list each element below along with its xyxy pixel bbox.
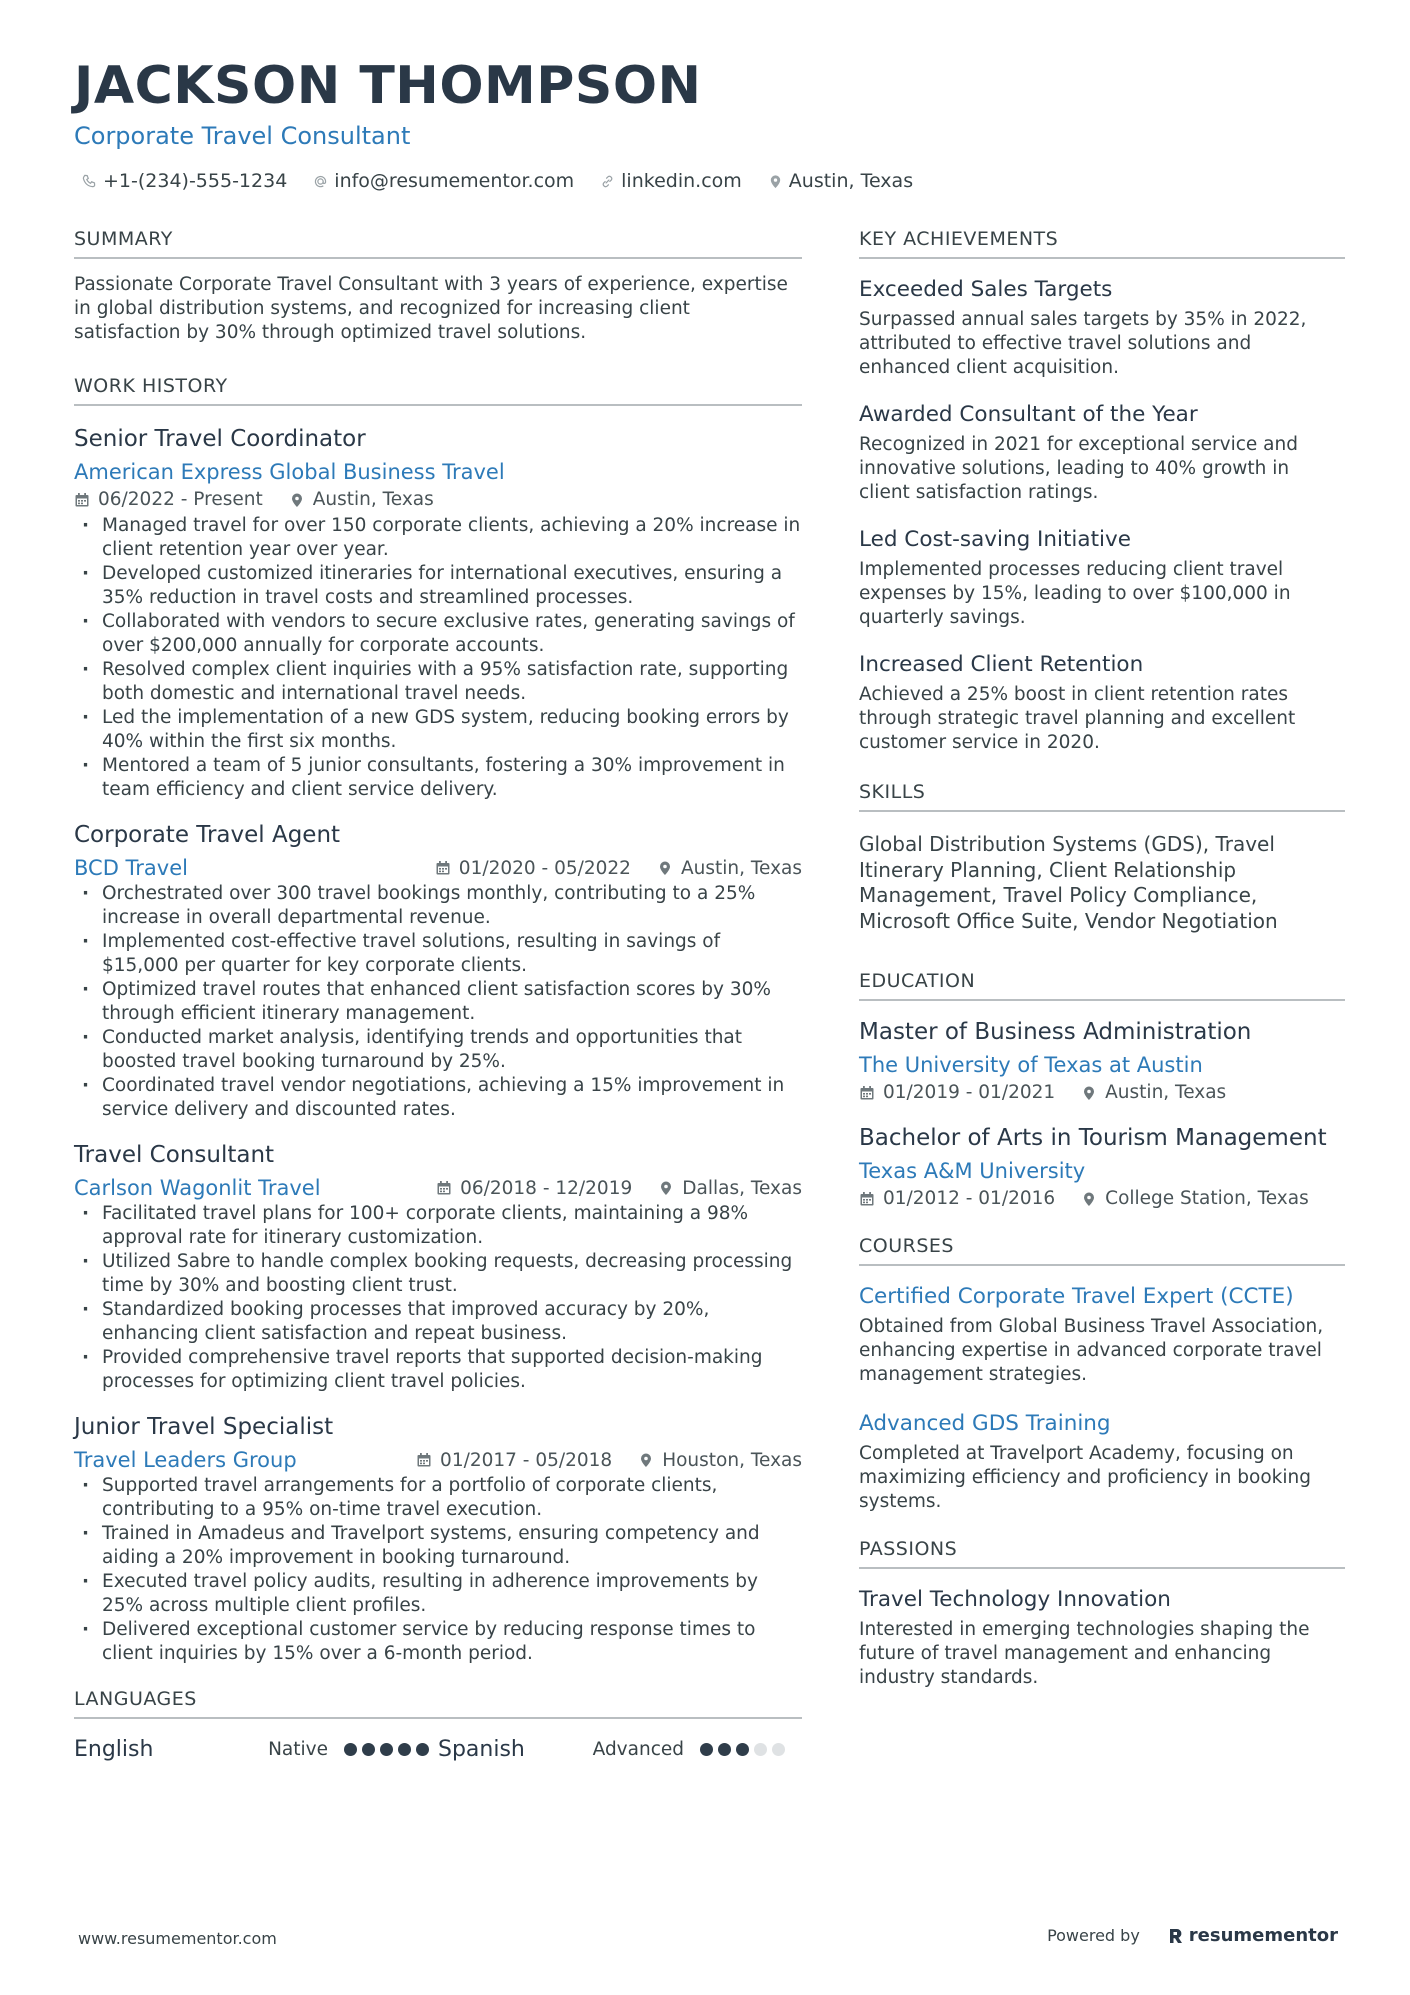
section-heading: LANGUAGES [74,1688,802,1719]
course-item [859,1409,1345,1514]
language-rating [700,1743,785,1756]
calendar-icon [435,860,451,876]
job-dates-text: 06/2018 - 12/2019 [460,1177,633,1199]
candidate-name: JACKSON THOMPSON [74,56,702,116]
job-dates [416,1450,612,1471]
rating-dot-filled [344,1743,357,1756]
education-location [1081,1082,1226,1103]
summary-section [74,228,802,345]
location-pin-icon [1081,1191,1097,1207]
job-title: Junior Travel Specialist [74,1414,334,1440]
brand-name: resumementor [1188,1925,1338,1946]
courses-section [859,1235,1345,1514]
education-dates-text: 01/2012 - 01/2016 [883,1188,1056,1209]
achievement-title: Increased Client Retention [859,652,1144,677]
section-heading: SUMMARY [74,228,802,259]
job-bullet: · Resolved complex client inquiries with a 95% satisfaction rate, supporting both domestic and international travel needs. [74,658,802,706]
job-bullet: · Developed customized itineraries for international executives, ensuring a 35% reduction in travel costs and streamlined processes. [74,562,802,610]
job-bullet: · Coordinated travel vendor negotiations, achieving a 15% improvement in service delivery and discounted rates. [74,1074,802,1122]
contact-phone[interactable] [82,170,287,192]
job-bullet: · Facilitated travel plans for 100+ corporate clients, maintaining a 98% approval rate for itinerary customization. [74,1202,802,1250]
rating-dot-empty [772,1743,785,1756]
achievement-title: Awarded Consultant of the Year [859,402,1198,427]
rating-dot-filled [718,1743,731,1756]
language-rating [344,1743,429,1756]
link-icon [600,174,615,189]
language-item [438,1737,802,1762]
resumementor-logo-icon [1168,1927,1184,1945]
job-location-text: Houston, Texas [662,1449,802,1471]
job-bullets [74,1474,802,1666]
passion-text: Interested in emerging technologies shaping the future of travel management and enhancing industry standards. [859,1619,1310,1688]
job-meta [74,489,802,510]
rating-dot-filled [362,1743,375,1756]
job-entry [74,1412,802,1666]
course-title: Certified Corporate Travel Expert (CCTE) [859,1284,1294,1309]
achievement-item [859,400,1345,505]
at-icon [313,174,328,189]
education-dates [859,1188,1055,1209]
education-location-text: Austin, Texas [1105,1082,1227,1103]
education-section [859,970,1345,1209]
job-bullet: · Utilized Sabre to handle complex booking requests, decreasing processing time by 30% and boosting client trust. [74,1250,802,1298]
job-bullet: · Implemented cost-effective travel solutions, resulting in savings of $15,000 per quarter for key corporate clients. [74,930,802,978]
education-dates [859,1082,1055,1103]
achievement-item [859,650,1345,755]
job-meta [416,1450,802,1471]
language-name: Spanish [438,1737,525,1762]
language-level: Native [268,1739,328,1760]
job-dates-text: 01/2017 - 05/2018 [440,1449,613,1471]
job-dates [435,858,631,879]
job-dates [436,1178,632,1199]
job-location [657,858,802,879]
achievement-text: Implemented processes reducing client travel expenses by 15%, leading to over $100,000 in quarterly savings. [859,559,1291,628]
calendar-icon [436,1180,452,1196]
course-text: Obtained from Global Business Travel Association, enhancing expertise in advanced corporate travel management strategies. [859,1316,1324,1385]
powered-by-label: Powered by [1047,1926,1140,1945]
job-dates [74,489,263,510]
job-dates-text: 06/2022 - Present [98,489,263,510]
skills-text: Global Distribution Systems (GDS), Travel Itinerary Planning, Client Relationship Management, Travel Policy Compliance, Microsoft Office Suite, Vendor Negotiation [859,832,1278,933]
job-location [658,1178,802,1199]
achievement-item [859,275,1345,380]
calendar-icon [74,492,90,508]
location-pin-icon [289,492,305,508]
language-name: English [74,1737,154,1762]
achievement-text: Recognized in 2021 for exceptional service and innovative solutions, leading to 40% growth in client satisfaction ratings. [859,434,1298,503]
achievement-text: Surpassed annual sales targets by 35% in 2022, attributed to effective travel solutions and enhanced client acquisition. [859,309,1307,378]
section-heading: KEY ACHIEVEMENTS [859,228,1345,259]
contact-bar [82,170,913,192]
contact-linkedin[interactable] [600,170,742,192]
company-row [74,1174,802,1202]
job-bullet: · Mentored a team of 5 junior consultants, fostering a 30% improvement in team efficiency and client service delivery. [74,754,802,802]
job-bullet: · Managed travel for over 150 corporate clients, achieving a 20% increase in client retention year over year. [74,514,802,562]
passions-section [859,1538,1345,1690]
location-pin-icon [768,174,783,189]
left-column [74,228,802,1792]
job-dates-text: 01/2020 - 05/2022 [458,857,631,879]
achievement-text: Achieved a 25% boost in client retention rates through strategic travel planning and excellent customer service in 2020. [859,684,1296,753]
job-meta [436,1178,802,1199]
job-location-text: Austin, Texas [680,857,802,879]
section-heading: PASSIONS [859,1538,1345,1569]
education-school: The University of Texas at Austin [859,1053,1203,1077]
job-entry [74,820,802,1122]
job-bullets [74,882,802,1122]
job-bullet: · Led the implementation of a new GDS system, reducing booking errors by 40% within the first six months. [74,706,802,754]
job-bullet: · Conducted market analysis, identifying trends and opportunities that boosted travel booking turnaround by 25%. [74,1026,802,1074]
job-bullet: · Executed travel policy audits, resulting in adherence improvements by 25% across multiple client profiles. [74,1570,802,1618]
education-degree: Master of Business Administration [859,1019,1252,1045]
contact-location-text: Austin, Texas [788,170,914,192]
section-heading: EDUCATION [859,970,1345,1001]
passion-item [859,1585,1345,1690]
education-item [859,1017,1345,1103]
languages-section [74,1688,802,1762]
language-level: Advanced [592,1739,684,1760]
contact-location [768,170,913,192]
education-location [1081,1188,1309,1209]
job-entry [74,424,802,802]
job-bullet: · Orchestrated over 300 travel bookings monthly, contributing to a 25% increase in overall departmental revenue. [74,882,802,930]
job-bullet: · Trained in Amadeus and Travelport systems, ensuring competency and aiding a 20% improvement in booking turnaround. [74,1522,802,1570]
rating-dot-filled [416,1743,429,1756]
summary-text: Passionate Corporate Travel Consultant with 3 years of experience, expertise in global distribution systems, and recognized for increasing client satisfaction by 30% through optimized travel solutions. [74,274,788,343]
course-text: Completed at Travelport Academy, focusing on maximizing efficiency and proficiency in booking systems. [859,1443,1311,1512]
job-title: Senior Travel Coordinator [74,426,366,452]
rating-dot-filled [380,1743,393,1756]
contact-linkedin-text: linkedin.com [621,170,742,192]
job-bullet: · Collaborated with vendors to secure exclusive rates, generating savings of over $200,000 annually for corporate accounts. [74,610,802,658]
calendar-icon [859,1085,875,1101]
location-pin-icon [657,860,673,876]
job-bullets [74,1202,802,1394]
job-bullet: · Optimized travel routes that enhanced client satisfaction scores by 30% through efficient itinerary management. [74,978,802,1026]
calendar-icon [859,1191,875,1207]
language-item [74,1737,438,1762]
company-row [74,854,802,882]
company-name: American Express Global Business Travel [74,460,505,484]
contact-phone-text: +1-(234)-555-1234 [103,170,288,192]
job-location [638,1450,802,1471]
job-location-text: Austin, Texas [312,489,434,510]
education-degree: Bachelor of Arts in Tourism Management [859,1125,1327,1151]
contact-email-text: info@resumementor.com [334,170,575,192]
education-dates-text: 01/2019 - 01/2021 [883,1082,1056,1103]
job-title: Corporate Travel Agent [74,822,341,848]
achievement-item [859,525,1345,630]
job-title: Travel Consultant [74,1142,275,1168]
footer-branding [1047,1925,1338,1946]
job-meta [435,858,802,879]
course-title: Advanced GDS Training [859,1411,1111,1436]
education-meta [859,1082,1345,1103]
company-name: Travel Leaders Group [74,1448,297,1472]
rating-dot-filled [736,1743,749,1756]
candidate-title: Corporate Travel Consultant [74,122,411,150]
section-heading: WORK HISTORY [74,375,802,406]
education-school: Texas A&M University [859,1159,1086,1183]
rating-dot-empty [754,1743,767,1756]
job-bullets [74,514,802,802]
job-bullet: · Provided comprehensive travel reports that supported decision-making processes for optimizing client travel policies. [74,1346,802,1394]
education-meta [859,1188,1345,1209]
achievement-title: Exceeded Sales Targets [859,277,1113,302]
section-heading: SKILLS [859,781,1345,812]
company-row [74,1446,802,1474]
rating-dot-filled [398,1743,411,1756]
achievements-section [859,228,1345,755]
education-location-text: College Station, Texas [1105,1188,1309,1209]
language-list [74,1737,802,1762]
job-entry [74,1140,802,1394]
job-location-text: Dallas, Texas [682,1177,802,1199]
brand-logo[interactable] [1168,1925,1338,1946]
phone-icon [82,174,97,189]
footer-website[interactable]: www.resumementor.com [78,1929,277,1948]
education-item [859,1123,1345,1209]
job-bullet: · Standardized booking processes that improved accuracy by 20%, enhancing client satisfaction and repeat business. [74,1298,802,1346]
passion-title: Travel Technology Innovation [859,1587,1171,1612]
job-bullet: · Supported travel arrangements for a portfolio of corporate clients, contributing to a 95% on-time travel execution. [74,1474,802,1522]
company-name: Carlson Wagonlit Travel [74,1176,321,1200]
job-bullet: · Delivered exceptional customer service by reducing response times to client inquiries by 15% over a 6-month period. [74,1618,802,1666]
calendar-icon [416,1452,432,1468]
course-item [859,1282,1345,1387]
contact-email[interactable] [313,170,574,192]
section-heading: COURSES [859,1235,1345,1266]
location-pin-icon [638,1452,654,1468]
right-column [859,228,1345,1720]
rating-dot-filled [700,1743,713,1756]
company-name: BCD Travel [74,856,188,880]
work-history-section [74,375,802,1666]
skills-section [859,781,1345,934]
location-pin-icon [658,1180,674,1196]
achievement-title: Led Cost-saving Initiative [859,527,1131,552]
location-pin-icon [1081,1085,1097,1101]
job-location [289,489,434,510]
